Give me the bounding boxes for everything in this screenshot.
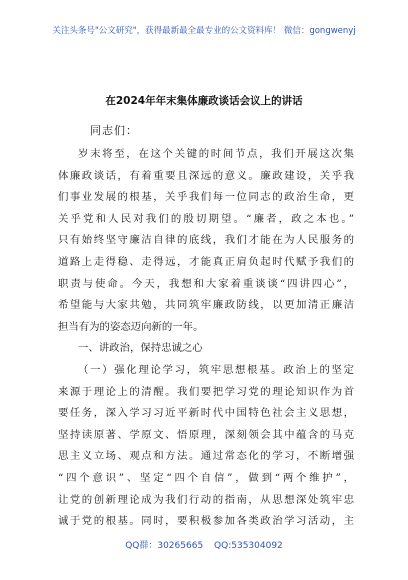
footer-qq-group: QQ群：30265665 xyxy=(125,541,204,551)
body-line: 关乎党和人民对我们的殷切期望。“廉者，政之本也。” xyxy=(58,212,354,225)
salutation: 同志们： xyxy=(90,124,138,137)
body-line: 要任务，深入学习习近平新时代中国特色社会主义思想， xyxy=(58,407,354,420)
section-heading: 一、讲政治，保持忠诚之心 xyxy=(78,342,203,355)
body-line: 坚持读原著、学原文、悟原理，深刻领会其中蕴含的马克 xyxy=(58,428,354,441)
footer-qq-number: QQ:535304092 xyxy=(214,541,283,551)
body-line: 思主义立场、观点和方法。通过常态化的学习，不断增强 xyxy=(58,450,354,463)
body-line: “四个意识”、坚定“四个自信”，做到“两个维护”， xyxy=(58,471,354,484)
body-line: 只有始终坚守廉洁自律的底线，我们才能在为人民服务的 xyxy=(58,234,354,247)
body-line: 道路上走得稳、走得远，才能真正肩负起时代赋予我们的 xyxy=(58,255,354,268)
body-line: 希望能与大家共勉，共同筑牢廉政防线，以更加清正廉洁 xyxy=(58,299,354,312)
body-line: 诚于党的根基。同时，要积极参加各类政治学习活动，主 xyxy=(58,515,354,528)
body-line: 岁末将至，在这个关键的时间节点，我们开展这次集 xyxy=(78,148,354,160)
body-line: 体廉政谈话，有着重要且深远的意义。廉政建设，关乎我 xyxy=(58,169,354,182)
body-line: 职责与使命。今天，我想和大家着重谈谈“四讲四心”， xyxy=(58,277,354,290)
header-note: 关注头条号"公文研究"，获得最新最全最专业的公文资料库！ 微信：gongwenyj xyxy=(52,26,356,36)
body-line: 让党的创新理论成为我们行动的指南，从思想深处筑牢忠 xyxy=(58,493,354,506)
footer-contact xyxy=(0,538,408,551)
body-line: （一）强化理论学习，筑牢思想根基。政治上的坚定 xyxy=(78,363,354,376)
page-title: 在2024年年末集体廉政谈话会议上的讲话 xyxy=(105,95,303,107)
body-line: 来源于理论上的清醒。我们要把学习党的理论知识作为首 xyxy=(58,385,354,398)
body-text xyxy=(58,144,354,533)
body-line: 担当有为的姿态迈向新的一年。 xyxy=(58,320,204,333)
body-line: 们事业发展的根基，关乎我们每一位同志的政治生命，更 xyxy=(58,191,354,204)
